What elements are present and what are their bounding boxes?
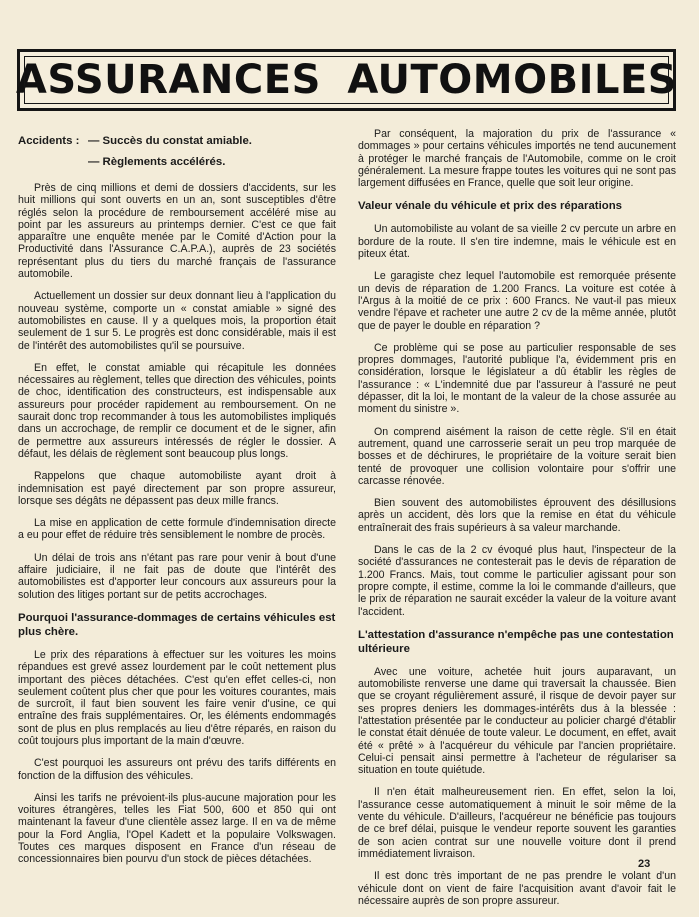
paragraph: Avec une voiture, achetée huit jours auparavant, un automobiliste renverse une dame qui traversait la chaussée. Bien que se croyant régulièrement assuré, il risque de devoir payer sur ses propres deniers les dommages-intérêts dus à la blessée : l'attestation présentée par le conducteur au policier chargé d'établir le constat était dénuée de toute valeur. Le document, en effet, avait été « prêté » à l'acquéreur du véhicule par l'ancien propriétaire. Celui-ci pensait ainsi permettre à l'acheteur de régulariser sa situation en toute quiétude. — [358, 665, 676, 777]
paragraph: Un automobiliste au volant de sa vieille 2 cv percute un arbre en bordure de la route. Il s'en tire indemne, mais le véhicule est en piteux état. — [358, 223, 676, 261]
paragraph: Il n'en était malheureusement rien. En effet, selon la loi, l'assurance cesse automatiquement à minuit le soir même de la vente du véhicule. D'ailleurs, l'acquéreur ne bénéficie pas toujours de ce bref délai, puisque le vendeur reporte souvent les garanties de son acien contrat sur une nouvelle voiture dont il prend immédiatement livraison. — [358, 786, 676, 860]
paragraph: Ce problème qui se pose au particulier responsable de ses propres dommages, l'autorité publique l'a, évidemment pris en considération, lorsque le législateur a dû établir les règles de l'assurance : « L'indemnité due par l'assureur à l'assuré ne peut dépasser, dit la loi, le montant de la valeur de la chose assurée au moment du sinistre ». — [358, 341, 676, 416]
section-heading: Pourquoi l'assurance-dommages de certains véhicules est plus chère. — [18, 611, 336, 638]
paragraph: C'est pourquoi les assureurs ont prévu des tarifs différents en fonction de la diffusion des véhicules. — [18, 757, 336, 782]
paragraph: Il est donc très important de ne pas prendre le volant d'un véhicule dont on vient de faire l'acquisition avant d'avoir fait le nécessaire auprès de son propre assureur. — [358, 870, 676, 907]
lead-line-2: — Règlements accélérés. — [88, 156, 226, 168]
paragraph: On comprend aisément la raison de cette règle. S'il en était autrement, quand une carrosserie serait un peu trop marquée de bosses et de déchirures, le propriétaire de la voiture serait bien tenté de provoquer une collision volontaire pour s'offrir une carcasse rénovée. — [358, 425, 676, 487]
page-title: ASSURANCES AUTOMOBILES — [15, 57, 678, 103]
section-heading: Valeur vénale du véhicule et prix des réparations — [358, 200, 622, 213]
paragraph: Ainsi les tarifs ne prévoient-ils plus-aucune majoration pour les voitures étrangères, telles les Fiat 500, 600 et 850 qui ont maintenant la faveur d'une clientèle assez large. Il en va de même pour la Ford Anglia, l'Opel Kadett et la populaire Volkswagen. Toutes ces marques disposent en France d'un réseau de concessionnaires bien pourvu d'un stock de pièces détachées. — [18, 791, 336, 866]
page-number: 23 — [638, 858, 651, 870]
paragraph: La mise en application de cette formule d'indemnisation directe a eu pour effet de réduire très sensiblement le nombre de procès. — [18, 517, 336, 542]
paragraph: Près de cinq millions et demi de dossiers d'accidents, sur les huit millions qui sont ouverts en un an, sont susceptibles d'être réglés selon la procédure de remboursement accéléré mise au point par les assureurs au printemps dernier. C'est ce que fait apparaître une enquête menée par le Comité d'Action pour la Productivité dans l'Assurance C.A.P.A.), auprès de 23 sociétés représentant plus du tiers du marché français de l'assurance automobile. — [18, 182, 336, 281]
paragraph: Dans le cas de la 2 cv évoqué plus haut, l'inspecteur de la société d'assurances ne contesterait pas le devis de réparation de 1.200 Francs. Mais, tout comme le particulier agissant pour son propre compte, il estime, comme la loi le commande d'ailleurs, que le prix de réparation ne saurait excéder la valeur de la voiture avant l'accident. — [358, 544, 676, 618]
lead-block — [18, 134, 336, 170]
paragraph: Le prix des réparations à effectuer sur les voitures les moins répandues est grevé assez lourdement par le coût nettement plus important des pièces détachées. C'est qu'en effet celles-ci, non seulement coûtent plus cher que pour les voitures courantes, mais de surcroît, il faut bien souvent les faire venir d'usine, ce qui entraîne des frais supplémentaires. Or, les éléments endommagés sont de plus en plus remplacés au lieu d'être réparés, en raison du coût toujours plus important de la main d'œuvre. — [18, 648, 336, 747]
paragraph: Un délai de trois ans n'étant pas rare pour venir à bout d'une affaire judiciaire, il ne fait pas de doute que l'intérêt des automobilistes est d'apporter leur concours aux assureurs pour la solution des litiges portant sur de petits accrochages. — [18, 551, 336, 601]
paragraph: Bien souvent des automobilistes éprouvent des désillusions après un accident, dès lors que la remise en état du véhicule entraînerait des frais supérieurs à sa valeur marchande. — [358, 497, 676, 534]
section-heading: L'attestation d'assurance n'empêche pas une contestation ultérieure — [358, 628, 674, 655]
paragraph: Actuellement un dossier sur deux donnant lieu à l'application du nouveau système, comporte un « constat amiable » signé des automobilistes en cause. Il y a quelques mois, la proportion était seulement de 1 sur 5. Le progrès est donc considérable, mais il est de l'intérêt des automobilistes qu'il se poursuive. — [18, 290, 336, 352]
paragraph: Le garagiste chez lequel l'automobile est remorquée présente un devis de réparation de 1.200 Francs. La voiture est cotée à l'Argus à la moitié de ce prix : 600 Francs. Ne vaut-il pas mieux vendre l'épave et racheter une autre 2 cv de la même année, plutôt que de payer le double en réparation ? — [358, 270, 676, 332]
lead-label: Accidents : — [18, 135, 80, 147]
lead-line-1: — Succès du constat amiable. — [88, 135, 252, 147]
title-banner — [17, 49, 676, 111]
right-column — [358, 128, 676, 917]
paragraph: Par conséquent, la majoration du prix de l'assurance « dommages » pour certains véhicules importés ne tend aucunement à protéger le marché français de l'Automobile, comme on le croit généralement. La mesure frappe toutes les voitures qui ne sont pas largement diffusées en France, quelle que soit leur origine. — [358, 128, 676, 190]
left-column — [18, 128, 336, 876]
paragraph: Rappelons que chaque automobiliste ayant droit à indemnisation est payé directement par son propre assureur, lorsque ses dégâts ne dépassent pas deux mille francs. — [18, 470, 336, 507]
paragraph: En effet, le constat amiable qui récapitule les données nécessaires au règlement, telles que direction des véhicules, points de choc, identification des constructeurs, est indispensable aux assureurs pour procéder rapidement au remboursement. On ne saurait donc trop recommander à tous les automobilistes impliqués dans un accrochage, de remplir ce document et de le signer, afin de permettre aux assureurs intéressés de régler le dossier. A défaut, les délais de règlement sont beaucoup plus longs. — [18, 361, 336, 460]
